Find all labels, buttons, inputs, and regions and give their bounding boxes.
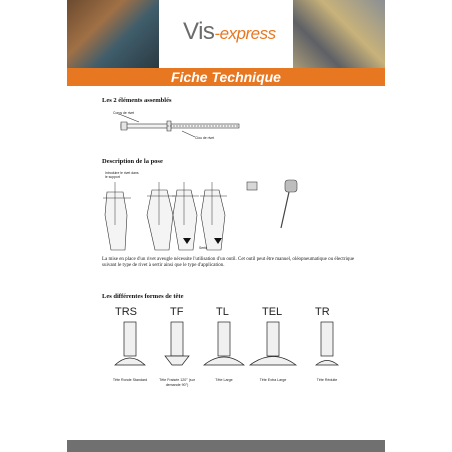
brand-suffix: -express	[214, 24, 276, 43]
head-code-tr: TR	[315, 306, 330, 318]
section-title-installation: Description de la pose	[102, 158, 163, 165]
head-code-tl: TL	[216, 306, 229, 318]
label-sertir: Sertir	[199, 246, 208, 250]
head-caption-tel: Tête Extra Large	[259, 378, 287, 382]
head-code-trs: TRS	[115, 306, 137, 318]
head-code-tel: TEL	[262, 306, 283, 318]
head-caption-trs: Tête Ronde Standard	[112, 378, 148, 382]
head-caption-tr: Tête Réduite	[316, 378, 338, 382]
label-rivet-body: Corps de rivet	[113, 111, 135, 115]
footer-bar	[67, 440, 385, 452]
head-caption-tl: Tête Large	[215, 378, 233, 382]
brand-name: Vis	[183, 18, 215, 45]
label-insert-rivet: Introduire le rivet dans le support	[105, 171, 139, 179]
section-title-head-shapes: Les différentes formes de tête	[102, 293, 184, 300]
head-caption-tf: Tête Fraisée 120° (sur demande 90°)	[159, 378, 195, 387]
technical-sheet-page	[67, 0, 385, 452]
section-title-assembled: Les 2 éléments assemblés	[102, 97, 172, 104]
page-title: Fiche Technique	[171, 69, 281, 85]
head-code-tf: TF	[170, 306, 184, 318]
installation-paragraph: La mise en place d'un rivet aveugle nécessite l'utilisation d'un outil. Cet outil peut être manuel, oléopneumatique ou électrique suivant le type de rivet à sertir ainsi que le type d'application.	[102, 257, 355, 268]
label-rivet-nail: Clou de rivet	[195, 136, 215, 140]
head-shapes-drawing	[67, 0, 385, 452]
